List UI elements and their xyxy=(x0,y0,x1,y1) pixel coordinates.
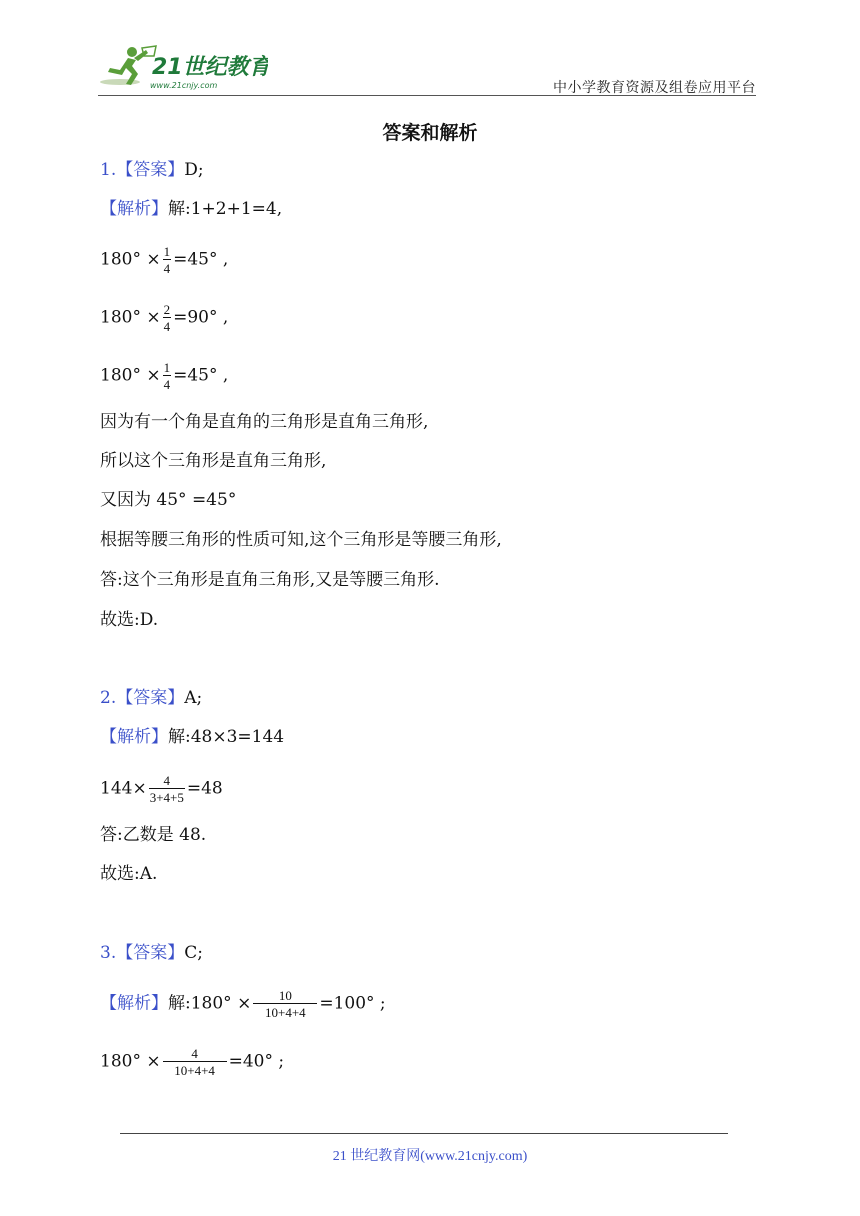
fraction-numerator: 2 xyxy=(163,302,171,317)
fraction-denominator: 3+4+5 xyxy=(149,790,184,805)
calc-suffix: =45° , xyxy=(173,249,229,270)
q1-text-line: 根据等腰三角形的性质可知,这个三角形是等腰三角形, xyxy=(100,530,502,550)
fraction xyxy=(163,302,172,334)
footer-link[interactable]: 21 世纪教育网(www.21cnjy.com) xyxy=(332,1149,528,1164)
q1-number: 1. xyxy=(100,160,117,180)
q1-analysis-tag: 【解析】 xyxy=(100,199,168,219)
fraction-numerator: 1 xyxy=(163,360,171,375)
page-header xyxy=(98,44,756,94)
calc-suffix: =45° , xyxy=(173,365,229,386)
logo-url-text: www.21cnjy.com xyxy=(150,81,218,90)
q1-text-line: 所以这个三角形是直角三角形, xyxy=(100,451,327,471)
page-title: 答案和解析 xyxy=(382,122,478,144)
calc-suffix: =90° , xyxy=(173,307,229,328)
fraction-numerator: 4 xyxy=(191,1046,198,1061)
calc-suffix: =100° ; xyxy=(319,993,386,1014)
calc-suffix: =40° ; xyxy=(228,1051,285,1072)
fraction-numerator: 4 xyxy=(163,773,171,788)
fraction xyxy=(163,244,172,276)
q1-calc-1 xyxy=(100,244,228,276)
calc-prefix: 180° × xyxy=(100,249,161,270)
fraction-denominator: 4 xyxy=(163,377,171,392)
q2-text-line: 故选:A. xyxy=(100,864,158,884)
calc-prefix: 144× xyxy=(100,778,147,799)
q1-text-line: 因为有一个角是直角的三角形是直角三角形, xyxy=(100,412,429,432)
fraction-denominator: 4 xyxy=(163,261,171,276)
fraction xyxy=(163,360,172,392)
q1-text-line: 又因为 45° =45° xyxy=(100,490,237,510)
calc-prefix: 180° × xyxy=(100,365,161,386)
q3-answer-tag: 【答案】 xyxy=(116,943,185,963)
q2-analysis-line xyxy=(100,727,284,747)
q2-answer: A; xyxy=(184,688,203,708)
q2-analysis-text: 解:48×3=144 xyxy=(168,727,285,747)
q1-text-line: 答:这个三角形是直角三角形,又是等腰三角形. xyxy=(100,570,440,590)
q2-number: 2. xyxy=(100,688,117,708)
fraction xyxy=(163,1046,227,1078)
q1-analysis-line xyxy=(100,199,282,219)
q3-answer-line xyxy=(100,943,203,963)
fraction-denominator: 4 xyxy=(163,319,171,334)
q1-answer: D; xyxy=(184,160,204,180)
footer-divider xyxy=(120,1133,728,1134)
fraction-denominator: 10+4+4 xyxy=(253,1003,317,1020)
q1-calc-3 xyxy=(100,360,228,392)
logo xyxy=(98,44,268,92)
fraction xyxy=(253,988,317,1020)
fraction xyxy=(149,773,185,805)
runner-logo-icon xyxy=(98,44,268,92)
calc-prefix: 180° × xyxy=(100,307,161,328)
q1-text-line: 故选:D. xyxy=(100,610,159,630)
q3-number: 3. xyxy=(100,943,117,963)
header-tagline: 中小学教育资源及组卷应用平台 xyxy=(553,80,756,96)
q3-analysis-tag: 【解析】 xyxy=(100,993,168,1014)
fraction-denominator: 10+4+4 xyxy=(163,1061,227,1078)
q1-calc-2 xyxy=(100,302,228,334)
calc-prefix: 180° × xyxy=(100,1051,161,1072)
q2-analysis-tag: 【解析】 xyxy=(100,727,168,747)
q2-answer-line xyxy=(100,688,202,708)
q3-answer: C; xyxy=(184,943,203,963)
q2-text-line: 答:乙数是 48. xyxy=(100,825,207,845)
q2-answer-tag: 【答案】 xyxy=(116,688,185,708)
calc-suffix: =48 xyxy=(186,778,223,799)
q1-answer-line xyxy=(100,160,204,180)
q3-analysis-prefix: 解:180° × xyxy=(168,993,252,1014)
header-divider xyxy=(98,95,756,96)
q2-calc xyxy=(100,773,223,805)
q1-answer-tag: 【答案】 xyxy=(116,160,185,180)
fraction-numerator: 1 xyxy=(163,244,171,259)
q1-analysis-text: 解:1+2+1=4, xyxy=(168,199,283,219)
q3-analysis-line xyxy=(100,988,386,1020)
logo-brand-text: 21世纪教育 xyxy=(152,55,268,80)
fraction-numerator: 10 xyxy=(278,988,292,1003)
q3-calc-2 xyxy=(100,1046,284,1078)
